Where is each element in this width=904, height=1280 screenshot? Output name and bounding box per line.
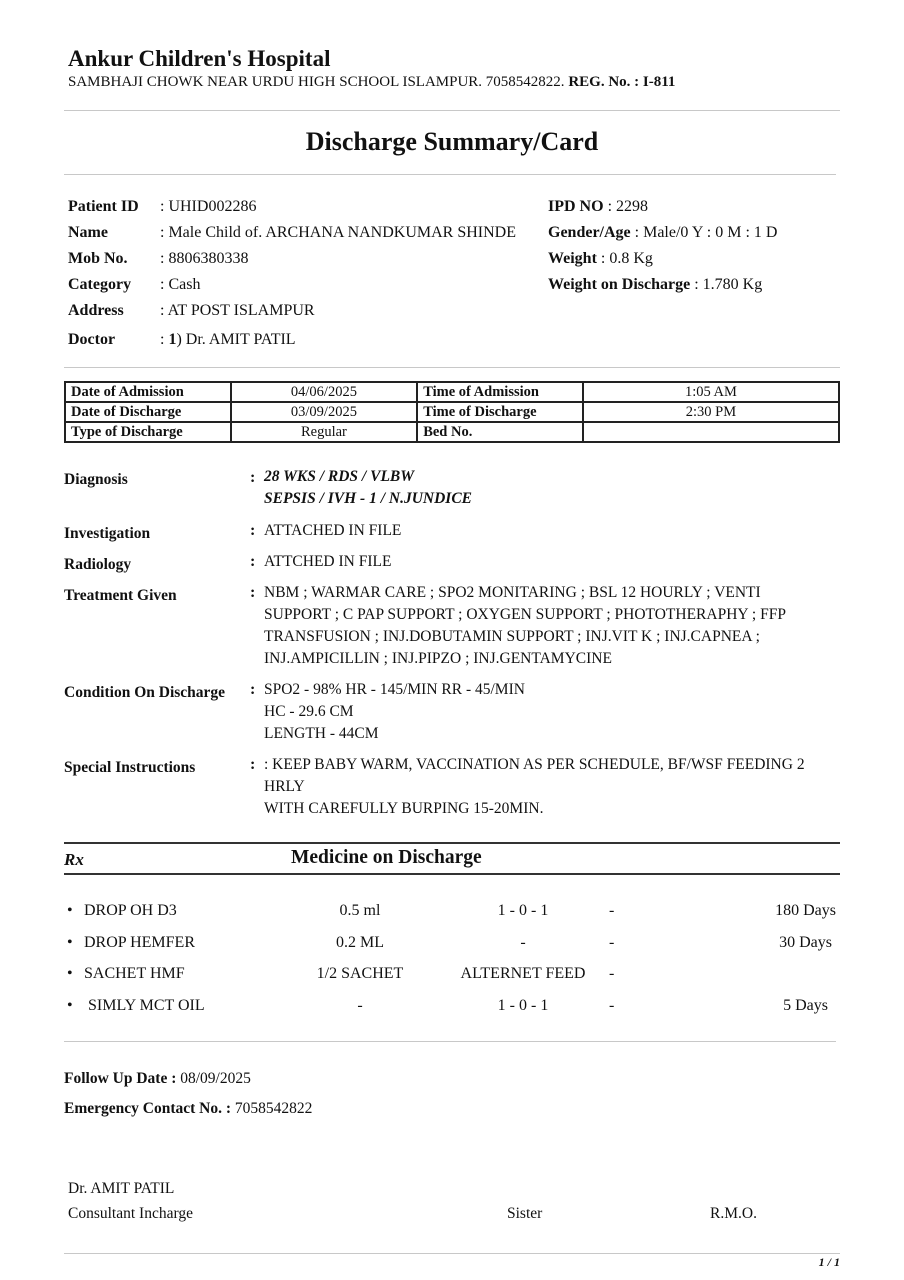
emergency-value: 7058542822	[231, 1100, 313, 1117]
name-label: Name	[68, 224, 108, 241]
doctor-number: 1	[168, 331, 177, 348]
condition-line: SPO2 - 98% HR - 145/MIN RR - 45/MIN	[264, 681, 525, 698]
medicine-days: 30 Days	[779, 934, 832, 951]
ipd-label: IPD NO	[548, 198, 604, 215]
follow-up	[64, 1070, 251, 1088]
emergency-label: Emergency Contact No. :	[64, 1100, 232, 1117]
medicine-heading: Medicine on Discharge	[291, 847, 482, 868]
special-value	[264, 754, 844, 820]
bed-label: Bed No.	[417, 422, 583, 442]
investigation-label: Investigation	[64, 525, 151, 542]
doctor-prefix: :	[160, 331, 169, 348]
bullet: •	[67, 997, 73, 1014]
medicine-dash: -	[609, 934, 615, 951]
investigation-value: ATTACHED IN FILE	[264, 522, 402, 539]
table-row	[65, 382, 839, 402]
ipd-field	[548, 198, 648, 216]
gender-age-value: : Male/0 Y : 0 M : 1 D	[630, 224, 778, 241]
diagnosis-label: Diagnosis	[64, 471, 128, 488]
medicine-dose: 0.5 ml	[339, 902, 381, 919]
gender-age-label: Gender/Age	[548, 224, 631, 241]
weight-discharge-label: Weight on Discharge	[548, 276, 691, 293]
bullet: •	[67, 902, 73, 919]
rmo-label: R.M.O.	[710, 1205, 757, 1222]
special-line: WITH CAREFULLY BURPING 15-20MIN.	[264, 800, 544, 817]
emergency-contact	[64, 1100, 312, 1118]
consultant-label: Consultant Incharge	[68, 1205, 193, 1222]
dod-label: Date of Discharge	[65, 402, 231, 422]
page-number: 1 / 1	[818, 1255, 840, 1269]
follow-up-value: 08/09/2025	[176, 1070, 251, 1087]
treatment-line: TRANSFUSION ; INJ.DOBUTAMIN SUPPORT ; INJ.VIT K ; INJ.CAPNEA ;	[264, 628, 760, 645]
special-line: : KEEP BABY WARM, VACCINATION AS PER SCHEDULE, BF/WSF FEEDING 2	[264, 756, 805, 773]
rx-bottom-rule	[64, 873, 840, 875]
weight-label: Weight	[548, 250, 597, 267]
hospital-name: Ankur Children's Hospital	[68, 46, 331, 71]
diagnosis-colon: :	[250, 469, 256, 486]
footer-divider	[64, 1253, 840, 1254]
rx-symbol: Rx	[64, 850, 84, 869]
rx-top-rule	[64, 842, 840, 844]
patient-divider	[64, 367, 840, 368]
page-title: Discharge Summary/Card	[305, 127, 599, 156]
medicine-dose: 1/2 SACHET	[316, 965, 404, 982]
treatment-colon: :	[250, 584, 256, 601]
medicine-days: 5 Days	[783, 997, 828, 1014]
sister-label: Sister	[507, 1205, 543, 1222]
condition-value	[264, 679, 844, 745]
weight-field	[548, 250, 653, 268]
address-text: SAMBHAJI CHOWK NEAR URDU HIGH SCHOOL ISLAMPUR. 7058542822.	[68, 74, 565, 90]
special-label: Special Instructions	[64, 759, 196, 776]
medicine-days: 180 Days	[775, 902, 836, 919]
medicine-name: DROP OH D3	[84, 902, 177, 919]
diagnosis-line: 28 WKS / RDS / VLBW	[264, 468, 415, 485]
category-value: : Cash	[160, 276, 201, 293]
special-line: HRLY	[264, 778, 305, 795]
hospital-address	[68, 74, 675, 91]
patient-id-label: Patient ID	[68, 198, 139, 215]
header-divider	[64, 110, 840, 111]
gender-age-field	[548, 224, 777, 242]
ipd-value: : 2298	[603, 198, 649, 215]
bullet: •	[67, 965, 73, 982]
address-label: Address	[68, 302, 124, 319]
investigation-colon: :	[250, 522, 256, 539]
weight-discharge-value: : 1.780 Kg	[690, 276, 763, 293]
doctor-value	[160, 331, 296, 349]
category-label: Category	[68, 276, 132, 293]
doa-label: Date of Admission	[65, 382, 231, 402]
medicine-frequency: -	[520, 934, 526, 951]
admission-table	[64, 381, 840, 443]
medicine-frequency: 1 - 0 - 1	[497, 902, 549, 919]
tod-value: 2:30 PM	[583, 402, 839, 422]
table-row	[65, 402, 839, 422]
medicine-dose: 0.2 ML	[336, 934, 384, 951]
medicine-name: DROP HEMFER	[84, 934, 195, 951]
medicine-dash: -	[609, 997, 615, 1014]
dod-value: 03/09/2025	[231, 402, 418, 422]
medicine-dash: -	[609, 902, 615, 919]
condition-label: Condition On Discharge	[64, 684, 226, 701]
discharge-type-value: Regular	[231, 422, 418, 442]
weight-discharge-field	[548, 276, 762, 294]
radiology-colon: :	[250, 553, 256, 570]
toa-label: Time of Admission	[417, 382, 583, 402]
condition-line: HC - 29.6 CM	[264, 703, 354, 720]
treatment-line: SUPPORT ; C PAP SUPPORT ; OXYGEN SUPPORT ; PHOTOTHERAPHY ; FFP	[264, 606, 786, 623]
weight-value: : 0.8 Kg	[596, 250, 653, 267]
doctor-label: Doctor	[68, 331, 116, 348]
mob-label: Mob No.	[68, 250, 128, 267]
tod-label: Time of Discharge	[417, 402, 583, 422]
title-divider	[64, 174, 836, 175]
reg-number: REG. No. : I-811	[568, 74, 676, 90]
patient-id-value: : UHID002286	[160, 198, 257, 215]
radiology-value: ATTCHED IN FILE	[264, 553, 392, 570]
bullet: •	[67, 934, 73, 951]
treatment-line: NBM ; WARMAR CARE ; SPO2 MONITARING ; BSL 12 HOURLY ; VENTI	[264, 584, 761, 601]
medicine-dash: -	[609, 965, 615, 982]
doa-value: 04/06/2025	[231, 382, 418, 402]
medicine-divider	[64, 1041, 836, 1042]
toa-value: 1:05 AM	[583, 382, 839, 402]
medicine-name: SACHET HMF	[84, 965, 185, 982]
medicine-name: SIMLY MCT OIL	[84, 997, 205, 1014]
treatment-label: Treatment Given	[64, 587, 177, 604]
diagnosis-value	[264, 466, 844, 510]
doctor-name: ) Dr. AMIT PATIL	[176, 331, 296, 348]
signing-doctor: Dr. AMIT PATIL	[68, 1180, 175, 1197]
bed-value	[583, 422, 839, 442]
condition-colon: :	[250, 681, 256, 698]
condition-line: LENGTH - 44CM	[264, 725, 379, 742]
mob-value: : 8806380338	[160, 250, 249, 267]
treatment-line: INJ.AMPICILLIN ; INJ.PIPZO ; INJ.GENTAMYCINE	[264, 650, 612, 667]
address-value: : AT POST ISLAMPUR	[160, 302, 315, 319]
diagnosis-line: SEPSIS / IVH - 1 / N.JUNDICE	[264, 490, 473, 507]
table-row	[65, 422, 839, 442]
medicine-frequency: ALTERNET FEED	[460, 965, 586, 982]
treatment-value	[264, 582, 844, 670]
special-colon: :	[250, 756, 256, 773]
radiology-label: Radiology	[64, 556, 132, 573]
discharge-type-label: Type of Discharge	[65, 422, 231, 442]
medicine-dose: -	[357, 997, 363, 1014]
follow-up-label: Follow Up Date :	[64, 1070, 177, 1087]
medicine-frequency: 1 - 0 - 1	[497, 997, 549, 1014]
name-value: : Male Child of. ARCHANA NANDKUMAR SHINDE	[160, 224, 517, 241]
